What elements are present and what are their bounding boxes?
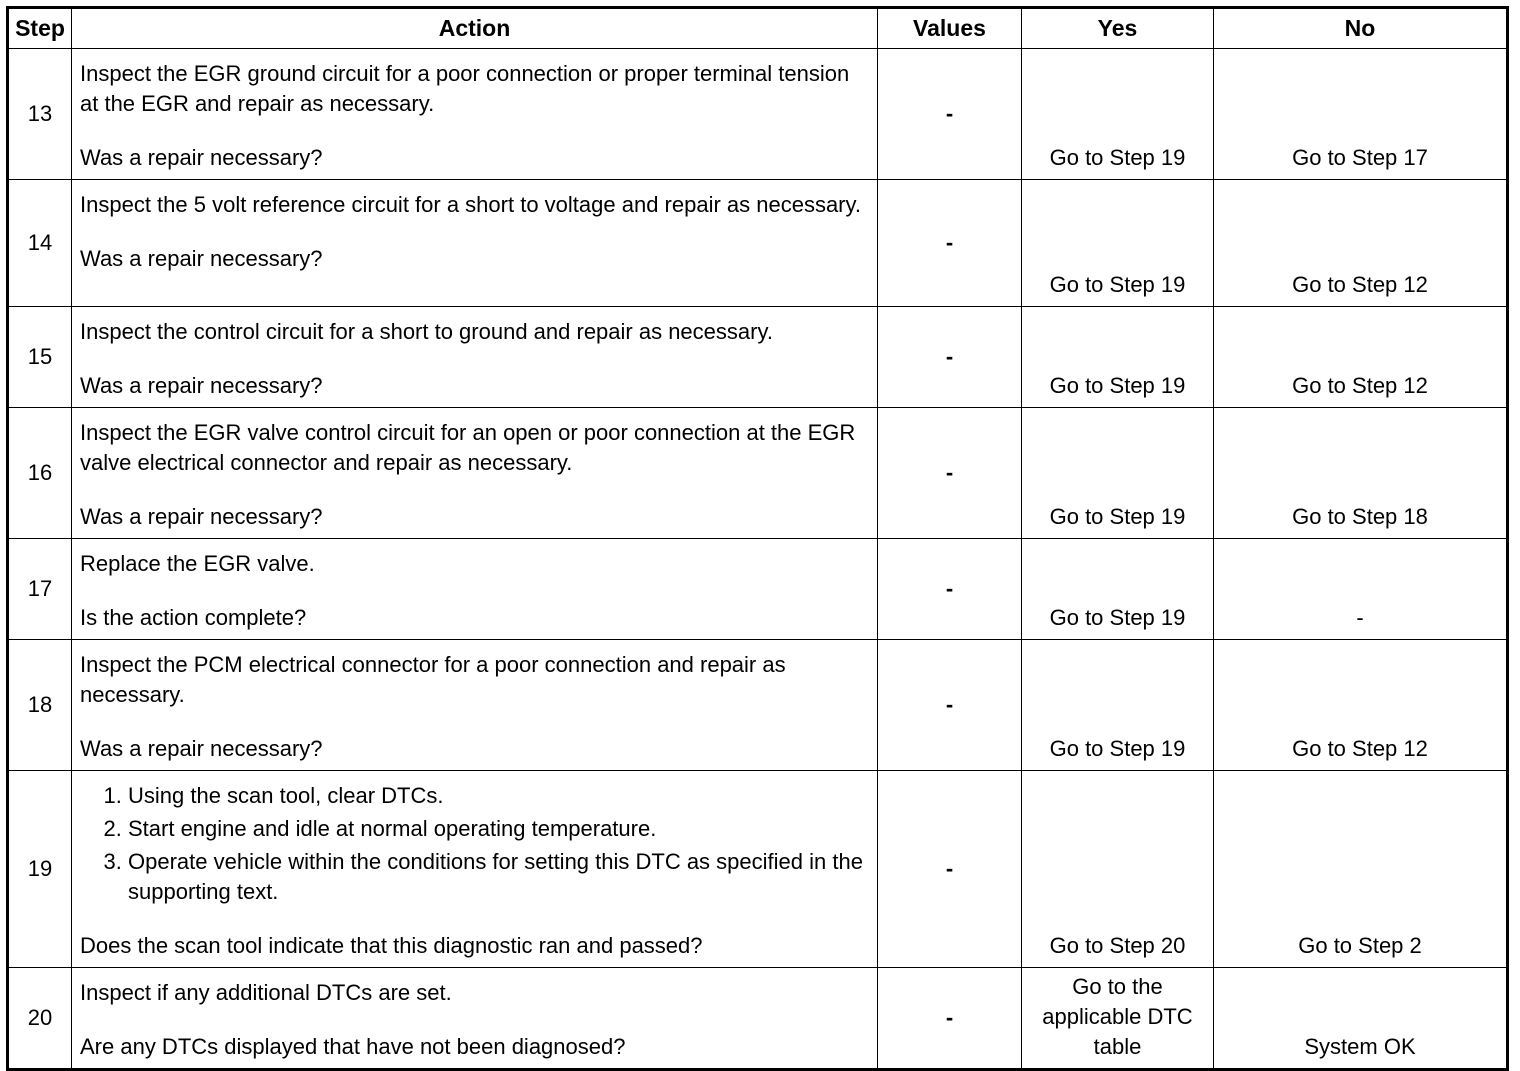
step-number: 17: [8, 539, 72, 640]
header-no: No: [1214, 8, 1508, 49]
no-cell: System OK: [1214, 968, 1508, 1070]
action-text: Inspect the control circuit for a short to ground and repair as necessary.: [80, 319, 773, 344]
step-number: 18: [8, 640, 72, 771]
no-cell: Go to Step 2: [1214, 771, 1508, 968]
table-row: [8, 49, 1508, 180]
no-cell: Go to Step 18: [1214, 408, 1508, 539]
yes-cell: Go to the applicable DTC table: [1022, 968, 1214, 1070]
step-number: 13: [8, 49, 72, 180]
step-number: 20: [8, 968, 72, 1070]
action-text: Replace the EGR valve.: [80, 551, 315, 576]
action-step: 3. Operate vehicle within the conditions for setting this DTC as specified in the supporting text.: [128, 847, 869, 907]
action-cell: [72, 771, 878, 968]
yes-cell: Go to Step 19: [1022, 307, 1214, 408]
step-number: 14: [8, 180, 72, 307]
table-row: [8, 640, 1508, 771]
no-cell: -: [1214, 539, 1508, 640]
values-cell: -: [878, 640, 1022, 771]
yes-cell: Go to Step 20: [1022, 771, 1214, 968]
header-step: Step: [8, 8, 72, 49]
step-number: 19: [8, 771, 72, 968]
action-cell: [72, 640, 878, 771]
yes-cell: Go to Step 19: [1022, 49, 1214, 180]
diagnostic-table: [6, 6, 1509, 1071]
table-row: [8, 307, 1508, 408]
table-row: [8, 968, 1508, 1070]
action-question: Is the action complete?: [80, 605, 307, 630]
action-question: Are any DTCs displayed that have not been diagnosed?: [80, 1034, 626, 1059]
yes-cell: Go to Step 19: [1022, 640, 1214, 771]
no-cell: Go to Step 17: [1214, 49, 1508, 180]
step-number: 16: [8, 408, 72, 539]
action-steps-list: [80, 781, 869, 907]
action-question: Was a repair necessary?: [80, 504, 323, 529]
no-cell: Go to Step 12: [1214, 307, 1508, 408]
action-text: Inspect if any additional DTCs are set.: [80, 980, 452, 1005]
yes-cell: Go to Step 19: [1022, 539, 1214, 640]
action-text: Inspect the PCM electrical connector for a poor connection and repair as necessary.: [80, 652, 786, 707]
values-cell: -: [878, 307, 1022, 408]
values-cell: -: [878, 539, 1022, 640]
no-cell: Go to Step 12: [1214, 180, 1508, 307]
action-cell: [72, 49, 878, 180]
values-cell: -: [878, 408, 1022, 539]
table-row: [8, 180, 1508, 307]
table-row: [8, 771, 1508, 968]
action-question: Was a repair necessary?: [80, 736, 323, 761]
values-cell: -: [878, 49, 1022, 180]
no-cell: Go to Step 12: [1214, 640, 1508, 771]
header-yes: Yes: [1022, 8, 1214, 49]
action-question: Was a repair necessary?: [80, 373, 323, 398]
action-cell: [72, 408, 878, 539]
values-cell: -: [878, 180, 1022, 307]
header-values: Values: [878, 8, 1022, 49]
table-row: [8, 539, 1508, 640]
action-cell: [72, 180, 878, 307]
action-text: Inspect the EGR ground circuit for a poor connection or proper terminal tension at the EGR and repair as necessary.: [80, 61, 850, 116]
action-question: Was a repair necessary?: [80, 145, 323, 170]
values-cell: -: [878, 771, 1022, 968]
action-text: Inspect the EGR valve control circuit for an open or poor connection at the EGR valve electrical connector and repair as necessary.: [80, 420, 856, 475]
action-step: 1. Using the scan tool, clear DTCs.: [128, 781, 869, 811]
header-row: [8, 8, 1508, 49]
step-number: 15: [8, 307, 72, 408]
action-question: Does the scan tool indicate that this diagnostic ran and passed?: [80, 933, 703, 958]
table-row: [8, 408, 1508, 539]
action-question: Was a repair necessary?: [80, 246, 323, 271]
action-cell: [72, 307, 878, 408]
action-cell: [72, 968, 878, 1070]
action-text: Inspect the 5 volt reference circuit for a short to voltage and repair as necessary.: [80, 192, 861, 217]
action-step: 2. Start engine and idle at normal operating temperature.: [128, 814, 869, 844]
values-cell: -: [878, 968, 1022, 1070]
yes-cell: Go to Step 19: [1022, 408, 1214, 539]
header-action: Action: [72, 8, 878, 49]
action-cell: [72, 539, 878, 640]
yes-cell: Go to Step 19: [1022, 180, 1214, 307]
